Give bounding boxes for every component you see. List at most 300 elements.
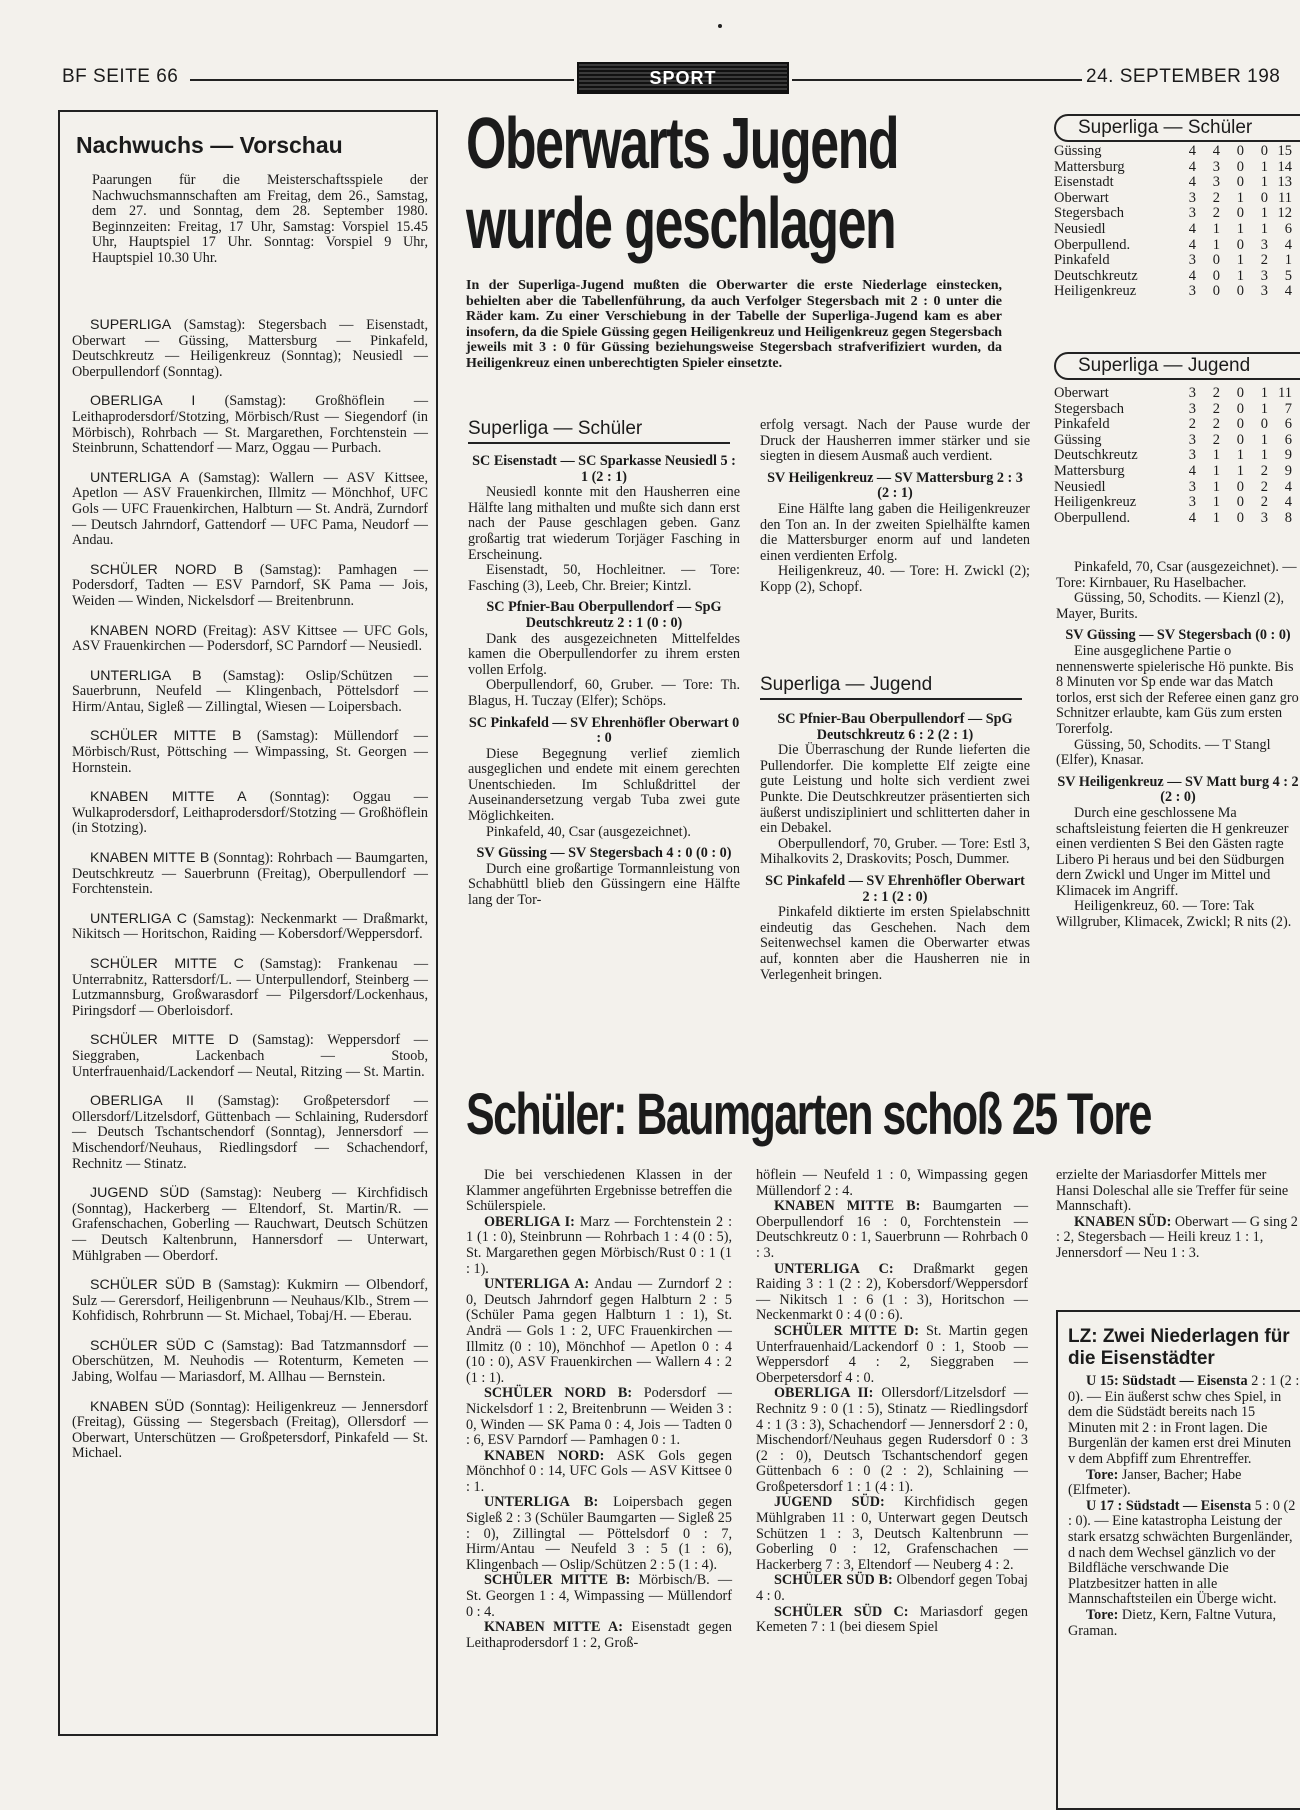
headline-line-2: wurde geschlagen	[466, 184, 896, 264]
standings-value: 0	[1260, 189, 1268, 206]
league-name: KNABEN SÜD	[90, 1398, 185, 1415]
standings-schueler-table	[1054, 144, 1292, 300]
standings-value: 4	[1188, 143, 1196, 159]
standings-value: 0	[1212, 267, 1220, 284]
result-paragraph	[756, 1262, 1028, 1324]
standings-value: 4	[1188, 462, 1196, 479]
result-text: Eisenstadt gegen Leithaprodersdorf 1 : 2, Groß-	[466, 1619, 732, 1651]
standings-value: 0	[1236, 494, 1244, 511]
report-paragraph: Pinkafeld, 70, Csar (ausgezeichnet). — Tore: Kirnbauer, Ru Haselbacher.	[1056, 560, 1297, 591]
standings-value: 1	[1236, 252, 1244, 269]
result-paragraph	[466, 1620, 732, 1651]
masthead-rule-left	[190, 79, 574, 81]
team-name: Stegersbach	[1054, 400, 1125, 417]
result-paragraph	[466, 1215, 732, 1277]
standings-row	[1054, 417, 1292, 433]
standings-row	[1054, 175, 1292, 191]
result-text: Andau — Zurndorf 2 : 0, Deutsch Jahrndorf gegen Halbturn 2 : 5 (Schüler Pama gegen Halbturn 1 : 1), St. Andrä — Gols 1 : 2, UFC Frauenkirchen — Illmitz (0 : 10), Mönchhof — Apetlon 0 : 4 (10 : 0), ASV Frauenkirchen — Wallern 4 : 2 (1 : 1).	[466, 1276, 733, 1386]
standings-value: 4	[1284, 283, 1292, 300]
result-paragraph	[466, 1386, 732, 1448]
standings-value: 2	[1260, 478, 1268, 495]
report-paragraph: Dank des ausgezeichneten Mittelfeldes kamen die Oberpullendorfer zu ihrem ersten vollen Erfolg.	[468, 630, 740, 678]
standings-value: 5	[1284, 267, 1292, 284]
league-fixtures: (Samstag): Müllendorf — Mörbisch/Rust, Pöttsching — Wimpassing, St. Georgen — Hornstein.	[72, 728, 428, 776]
right-column-text	[1056, 560, 1300, 1040]
team-name: Deutschkreutz	[1054, 267, 1138, 284]
result-paragraph	[466, 1449, 732, 1496]
report-paragraph: Durch eine geschlossene Ma schaftsleistung feierten die H genkreuzer einen verdienten S Bei den Gästen ragte Libero Pi heraus und bei den Südburgen dern Zwickl und Unger im Mittel und Klimacek im Angriff.	[1056, 804, 1289, 899]
standings-value: 1	[1260, 174, 1268, 191]
match-name: Südstadt — Eisensta	[1125, 1497, 1252, 1514]
report-paragraph: Die bei verschiedenen Klassen in der Klammer angeführten Ergebnisse betreffen die Schülerspiele.	[466, 1167, 732, 1215]
league-name: SCHÜLER MITTE D	[90, 1032, 239, 1049]
preview-title: Nachwuchs — Vorschau	[76, 132, 343, 158]
result-text: Mariasdorf gegen Kemeten 7 : 1 (bei diesem Spiel	[756, 1603, 1028, 1636]
issue-date: 24. SEPTEMBER 198	[1086, 66, 1281, 87]
league-name: JUGEND SÜD	[90, 1185, 190, 1202]
article-lead: In der Superliga-Jugend mußten die Oberwarter die erste Niederlage einstecken, behielten aber die Tabellenführung, da auch Verfolger Stegersbach mit 2 : 0 unter die Räder kam. Zu einer Verschiebung in der Tabelle der Superliga-Jugend kam es aber insofern, da die Spiele Güssing gegen Heiligenkreuz und Heiligenkreuz gegen Stegersbach jeweils mit 3 : 0 für Güssing beziehungsweise Stegersbach strafverifiziert wurden, da Heiligenkreuz einen unberechtigten Spieler einsetzte.	[466, 278, 1002, 371]
preview-intro	[92, 173, 428, 267]
standings-value: 1	[1260, 158, 1268, 175]
standings-value: 9	[1284, 462, 1292, 479]
result-paragraph	[1056, 1215, 1300, 1262]
page-label: BF SEITE 66	[62, 66, 179, 87]
standings-value: 2	[1212, 416, 1220, 433]
league-fixtures: (Samstag): Frankenau — Unterrabnitz, Rattersdorf/L. — Unterpullendorf, Steinberg — Lutzmannsburg, Großwarasdorf — Pilgersdorf/Lockenhaus, Piringsdorf — Oberloisdorf.	[72, 956, 429, 1019]
standings-row	[1054, 402, 1292, 418]
standings-value: 9	[1284, 447, 1292, 464]
result-text: Podersdorf — Nickelsdorf 1 : 2, Breitenbrunn — Weiden 3 : 0, Winden — SK Pama 0 : 4, Jois — Tadten 0 : 6, ESV Parndorf — Pamhagen 0 : 1.	[466, 1385, 732, 1449]
standings-value: 3	[1260, 509, 1268, 526]
standings-value: 11	[1278, 385, 1292, 401]
report-paragraph: Eine ausgeglichene Partie o nennenswerte spielerische Hö punkte. Bis 8 Minuten vor Sp ende war das Match torlos, erst sich der Referee einen ganz gro Schnitzer erlaubte, kam Güs zum ersten Torerfolg.	[1056, 642, 1299, 737]
standings-value: 4	[1188, 174, 1196, 191]
standings-value: 0	[1236, 478, 1244, 495]
standings-value: 0	[1212, 283, 1220, 300]
standings-value: 1	[1236, 220, 1244, 237]
league-preview	[72, 563, 428, 610]
report-paragraph: Pinkafeld, 40, Csar (ausgezeichnet).	[486, 823, 691, 840]
league-preview	[72, 471, 428, 549]
report-paragraph: Oberpullendorf, 70, Gruber. — Tore: Estl 3, Mihalkovits 2, Draskovits; Posch, Dummer.	[760, 835, 1030, 868]
standings-value: 1	[1236, 189, 1244, 206]
league-name: KNABEN MITTE A:	[484, 1619, 623, 1636]
league-name: OBERLIGA I	[90, 393, 196, 410]
team-name: Pinkafeld	[1054, 416, 1110, 433]
standings-value: 4	[1188, 509, 1196, 526]
standings-value: 2	[1212, 205, 1220, 222]
result-paragraph	[1068, 1499, 1300, 1608]
report-paragraph: Heiligenkreuz, 40. — Tore: H. Zwickl (2); Kopp (2), Schopf.	[760, 563, 1030, 595]
standings-value: 1	[1236, 267, 1244, 284]
league-name: KNABEN NORD:	[484, 1447, 605, 1464]
standings-row	[1054, 386, 1292, 402]
standings-row	[1054, 222, 1292, 238]
standings-value: 3	[1260, 267, 1268, 284]
standings-row	[1054, 269, 1292, 285]
article2-column-2	[756, 1168, 1028, 1636]
league-fixtures: (Sonntag): Rohrbach — Baumgarten, Deutschkreutz — Sauerbrunn (Freitag), Oberpullendorf — Forchtenstein.	[72, 850, 429, 898]
league-fixtures: (Samstag): Großpetersdorf — Ollersdorf/Litzelsdorf, Güttenbach — Schlaining, Rudersdorf — Deutsch Tschantschendorf (Sonntag), Jennersdorf — Mischendorf/Neuhaus, Riedlingsdorf — Schachendorf, Rechnitz — Stinatz.	[72, 1093, 428, 1172]
result-text: Marz — Forchtenstein 2 : 1 (1 : 0), Steinbrunn — Rohrbach 1 : 4 (0 : 5), St. Margarethen gegen Mörbisch/Rust 0 : 1 (1 : 1).	[466, 1213, 733, 1277]
league-preview	[72, 1186, 428, 1264]
standings-value: 3	[1188, 189, 1196, 206]
result-text: Oberwart — G sing 2 : 2, Stegersbach — Heili kreuz 1 : 1, Jennersdorf — Neu 1 : 3.	[1056, 1213, 1298, 1261]
result-text: 5 : 0 (2 : 0). — Eine katastropha Leistung der stark ersatzg schwächten Burgenländer, d nach dem Wechsel gänzlich vo der Bildfläche verschwande Die Platzbesitzer hatten in alle Mannschaftsteilen ein Überge wicht.	[1068, 1497, 1296, 1608]
league-name: SCHÜLER SÜD B:	[774, 1572, 893, 1589]
lz-title: LZ: Zwei Niederlagen für die Eisenstädter	[1068, 1326, 1290, 1369]
match-heading: SV Heiligenkreuz — SV Mattersburg 2 : 3 (2 : 1)	[767, 469, 1023, 502]
standings-value: 0	[1236, 385, 1244, 401]
result-text: 2 : 1 (2 : 0). — Ein äußerst schw ches Spiel, in dem die Südstädt bereits nach 15 Minuten mit 2 : in Front lagen. Die Burgenlän der kamen erst drei Minuten v dem Abpfiff zum Ehrentreffer.	[1068, 1374, 1300, 1467]
standings-value: 3	[1188, 283, 1196, 300]
league-name: KNABEN MITTE B	[90, 850, 210, 867]
league-name: KNABEN MITTE A	[90, 789, 247, 806]
standings-value: 0	[1236, 143, 1244, 159]
league-name: SUPERLIGA	[90, 317, 172, 333]
league-fixtures: (Samstag): Kukmirn — Olbendorf, Sulz — Gerersdorf, Heiligenbrunn — Neuhaus/Klb., Strem — Kohfidisch, Rohrbrunn — St. Michael, Tobaj/H. — Eberau.	[72, 1277, 428, 1325]
league-name: SCHÜLER MITTE C	[90, 956, 244, 972]
standings-value: 0	[1236, 174, 1244, 191]
result-text: Draßmarkt gegen Raiding 3 : 1 (2 : 2), Kobersdorf/Weppersdorf — Nikitsch 1 : 6 (1 : 3), Horitschon — Neckenmarkt 0 : 4 (0 : 6).	[756, 1260, 1028, 1324]
result-paragraph	[466, 1277, 732, 1386]
team-name: Oberpullend.	[1054, 236, 1131, 253]
standings-row	[1054, 144, 1292, 160]
league-preview	[72, 912, 428, 943]
standings-row	[1054, 284, 1292, 300]
standings-value: 2	[1260, 252, 1268, 269]
result-text: Baumgarten — Oberpullendorf 16 : 0, Forchtenstein — Deutschkreutz 0 : 1, Sauerbrunn — Rohrbach 0 : 3.	[756, 1198, 1029, 1261]
standings-row	[1054, 511, 1292, 527]
standings-value: 0	[1236, 283, 1244, 300]
league-fixtures: (Sonntag): Oggau — Wulkaprodersdorf, Leithaprodersdorf/Stotzing — Großhöflein (in Stotzing).	[72, 789, 428, 837]
standings-value: 4	[1188, 158, 1196, 175]
league-preview	[72, 957, 428, 1019]
standings-value: 2	[1212, 385, 1220, 401]
standings-value: 1	[1236, 447, 1244, 464]
standings-value: 3	[1188, 252, 1196, 269]
team-name: Mattersburg	[1054, 462, 1125, 479]
standings-value: 1	[1260, 385, 1268, 401]
team-name: Neusiedl	[1054, 478, 1106, 495]
standings-value: 0	[1260, 143, 1268, 159]
league-fixtures: (Samstag): Wallern — ASV Kittsee, Apetlon — ASV Frauenkirchen, Illmitz — Mönchhof, UFC Gols — UFC Frauenkirchen, Halbturn — St. Andrä, Zurndorf — Deutsch Jahrndorf, Gattendorf — UFC Pama, Neudorf — Andau.	[72, 469, 428, 549]
standings-value: 2	[1260, 494, 1268, 511]
league-name: U 17 :	[1086, 1497, 1123, 1514]
standings-row	[1054, 495, 1292, 511]
standings-value: 3	[1188, 385, 1196, 401]
result-paragraph	[756, 1199, 1028, 1261]
league-fixtures: (Samstag): Pamhagen — Podersdorf, Tadten — ESV Parndorf, SK Pama — Jois, Weiden — Winden, Nickelsdorf — Breitenbrunn.	[72, 561, 428, 609]
league-name: OBERLIGA II	[90, 1093, 194, 1110]
result-paragraph	[1068, 1374, 1300, 1468]
standings-value: 3	[1188, 478, 1196, 495]
team-name: Oberpullend.	[1054, 509, 1131, 526]
section-tag: SPORT	[577, 62, 789, 94]
standings-value: 8	[1284, 509, 1292, 526]
report-paragraph: erzielte der Mariasdorfer Mittels mer Hansi Doleschal alle sie Treffer für seine Mannschaft).	[1056, 1168, 1289, 1215]
result-paragraph	[756, 1495, 1028, 1573]
standings-value: 3	[1260, 236, 1268, 253]
result-paragraph	[756, 1605, 1028, 1636]
report-paragraph: Eisenstadt, 50, Hochleitner. — Tore: Fasching (3), Leeb, Chr. Breier; Kintzl.	[468, 562, 740, 594]
standings-row	[1054, 191, 1292, 207]
standings-value: 0	[1236, 205, 1244, 222]
standings-value: 2	[1212, 431, 1220, 448]
standings-row	[1054, 433, 1292, 449]
article1-column-2	[760, 706, 1030, 983]
preview-leagues	[72, 318, 428, 1476]
standings-value: 0	[1260, 416, 1268, 433]
standings-value: 3	[1188, 205, 1196, 222]
result-paragraph	[466, 1573, 732, 1620]
standings-value: 0	[1236, 509, 1244, 526]
match-heading: SC Eisenstadt — SC Sparkasse Neusiedl 5 : 1 (2 : 1)	[472, 453, 736, 485]
league-name: SCHÜLER MITTE B	[90, 728, 242, 745]
team-name: Deutschkreutz	[1054, 447, 1138, 464]
match-heading: SC Pinkafeld — SV Ehrenhöfler Oberwart 0 : 0	[468, 714, 740, 747]
report-paragraph: erfolg versagt. Nach der Pause wurde der Druck der Hausherren immer stärker und sie siegten in diesem Ausmaß auch verdient.	[760, 417, 1030, 465]
league-name: SCHÜLER SÜD C	[90, 1337, 215, 1354]
league-name: SCHÜLER SÜD C:	[774, 1603, 909, 1620]
report-paragraph: Pinkafeld diktierte im ersten Spielabschnitt eindeutig das Geschehen. Nach dem Seitenwechsel kamen die Oberwarter etwas auf, konnten aber die Hausherren nie in Verlegenheit bringen.	[760, 904, 1030, 983]
league-preview	[72, 1033, 428, 1080]
team-name: Güssing	[1054, 143, 1102, 159]
standings-value: 1	[1284, 252, 1292, 269]
lz-text	[1068, 1374, 1300, 1794]
league-name: Tore:	[1086, 1606, 1119, 1623]
result-text: St. Martin gegen Unterfrauenhaid/Lackendorf 0 : 1, Stoob — Weppersdorf 4 : 2, Sieggraben — Oberpetersdorf 4 : 0.	[756, 1322, 1028, 1386]
team-name: Güssing	[1054, 431, 1102, 448]
article1-column-1	[468, 448, 740, 909]
team-name: Stegersbach	[1054, 205, 1125, 222]
standings-value: 4	[1188, 220, 1196, 237]
standings-value: 1	[1260, 220, 1268, 237]
headline-line-1: Oberwarts Jugend	[466, 104, 899, 184]
result-paragraph	[1068, 1608, 1300, 1639]
league-preview	[72, 1094, 428, 1172]
team-name: Mattersburg	[1054, 158, 1125, 175]
standings-value: 1	[1260, 205, 1268, 222]
standings-value: 1	[1212, 462, 1220, 479]
standings-value: 13	[1277, 174, 1292, 191]
standings-value: 1	[1212, 447, 1220, 464]
standings-jugend-table	[1054, 386, 1292, 526]
standings-value: 3	[1188, 431, 1196, 448]
standings-value: 2	[1260, 462, 1268, 479]
standings-value: 0	[1236, 236, 1244, 253]
league-name: OBERLIGA II:	[774, 1385, 874, 1402]
league-fixtures: (Samstag): Weppersdorf — Sieggraben, Lackenbach — Stoob, Unterfrauenhaid/Lackendorf — Neutal, Ritzing — St. Martin.	[72, 1032, 428, 1080]
league-name: SCHÜLER MITTE D:	[774, 1322, 919, 1339]
league-name: U 15:	[1086, 1374, 1119, 1389]
standings-value: 3	[1188, 400, 1196, 417]
standings-value: 3	[1212, 174, 1220, 191]
league-preview	[72, 729, 428, 776]
league-preview	[72, 1339, 428, 1386]
league-fixtures: (Samstag): Neckenmarkt — Draßmarkt, Nikitsch — Horitschon, Raiding — Kobersdorf/Weppersdorf.	[72, 910, 429, 943]
standings-value: 15	[1277, 143, 1292, 159]
standings-value: 2	[1212, 400, 1220, 417]
league-name: SCHÜLER MITTE B:	[484, 1572, 631, 1589]
result-text: Olbendorf gegen Tobaj 4 : 0.	[756, 1572, 1029, 1605]
team-name: Eisenstadt	[1054, 174, 1114, 191]
standings-value: 4	[1284, 494, 1292, 511]
match-heading: SC Pinkafeld — SV Ehrenhöfler Oberwart 2 : 1 (2 : 0)	[765, 872, 1025, 905]
standings-value: 6	[1284, 431, 1292, 448]
report-paragraph: Güssing, 50, Schodits. — T Stangl (Elfer), Knasar.	[1056, 736, 1271, 769]
standings-value: 3	[1188, 447, 1196, 464]
team-name: Heiligenkreuz	[1054, 494, 1137, 511]
standings-schueler	[1054, 114, 1300, 324]
team-name: Oberwart	[1054, 385, 1109, 401]
standings-value: 12	[1277, 205, 1292, 222]
report-paragraph: Durch eine großartige Tormannleistung von Schabhüttl blieb den Güssingern eine Hälfte lang der Tor-	[468, 860, 740, 909]
match-heading: SV Güssing — SV Stegersbach (0 : 0)	[1065, 627, 1291, 644]
result-paragraph	[466, 1495, 732, 1573]
standings-value: 0	[1236, 158, 1244, 175]
report-paragraph: höflein — Neufeld 1 : 0, Wimpassing gegen Müllendorf 2 : 4.	[756, 1167, 1028, 1199]
match-heading: SV Heiligenkreuz — SV Matt burg 4 : 2 (2 : 0)	[1057, 773, 1299, 806]
league-fixtures: (Samstag): Oslip/Schützen — Sauerbrunn, Neufeld — Klingenbach, Pöttelsdorf — Hirm/Antau, Sigleß — Zillingtal, Wiesen — Loipersbach.	[72, 667, 428, 715]
article2-column-1	[466, 1168, 732, 1651]
result-text: Mörbisch/B. — St. Georgen 1 : 4, Wimpassing — Müllendorf 0 : 4.	[466, 1572, 733, 1620]
league-name: UNTERLIGA B	[90, 667, 202, 684]
article2-column-3	[1056, 1168, 1300, 1288]
standings-value: 7	[1284, 400, 1292, 417]
standings-value: 11	[1278, 189, 1292, 206]
result-paragraph	[756, 1324, 1028, 1386]
standings-value: 1	[1212, 478, 1220, 495]
match-heading: SV Güssing — SV Stegersbach 4 : 0 (0 : 0)	[476, 845, 732, 862]
league-fixtures: (Samstag): Neuberg — Kirchfidisch (Sonntag), Hackerberg — Eltendorf, St. Martin/R. — Grafenschachen, Goberling — Rauchwart, Deutsch Schützen — Deutsch Kaltenbrunn, Hannersdorf — Unterwart, Mühlgraben — Oberdorf.	[72, 1185, 428, 1264]
standings-value: 0	[1236, 431, 1244, 448]
league-fixtures: (Samstag): Bad Tatzmannsdorf — Oberschützen, M. Neuhodis — Rotenturm, Kemeten — Jabing, Wolfau — Mariasdorf, M. Allhau — Bernstein.	[72, 1337, 428, 1386]
standings-value: 4	[1188, 236, 1196, 253]
standings-value: 6	[1284, 220, 1292, 237]
standings-value: 4	[1212, 143, 1220, 159]
standings-value: 3	[1188, 494, 1196, 511]
league-name: Tore:	[1086, 1466, 1119, 1483]
league-name: SCHÜLER NORD B	[90, 561, 244, 578]
team-name: Oberwart	[1054, 189, 1109, 206]
section-heading-schueler: Superliga — Schüler	[468, 418, 730, 444]
standings-value: 0	[1236, 400, 1244, 417]
standings-value: 1	[1236, 462, 1244, 479]
league-preview	[72, 624, 428, 655]
report-paragraph: Güssing, 50, Schodits. — Kienzl (2), Mayer, Burits.	[1056, 590, 1285, 622]
result-text: Janser, Bacher; Habe (Elfmeter).	[1068, 1466, 1242, 1499]
league-name: KNABEN SÜD:	[1074, 1213, 1172, 1230]
standings-value: 1	[1260, 447, 1268, 464]
standings-value: 2	[1188, 416, 1196, 433]
league-fixtures: (Freitag): ASV Kittsee — UFC Gols, ASV Frauenkirchen — Podersdorf, SC Parndorf — Neusiedl.	[72, 622, 429, 655]
league-name: UNTERLIGA A	[90, 469, 190, 486]
standings-row	[1054, 480, 1292, 496]
masthead-rule-right	[792, 79, 1082, 81]
league-name: UNTERLIGA B:	[484, 1494, 599, 1511]
league-preview	[72, 318, 428, 380]
standings-row	[1054, 448, 1292, 464]
standings-value: 0	[1236, 416, 1244, 433]
league-name: JUGEND SÜD:	[774, 1494, 885, 1511]
league-preview	[72, 1400, 428, 1462]
standings-jugend	[1054, 352, 1300, 546]
league-preview	[72, 851, 428, 898]
league-fixtures: (Samstag): Großhöflein — Leithaprodersdorf/Stotzing, Mörbisch/Rust — Siegendorf (in Mörbisch), Rohrbach — St. Margarethen, Forchtenstein — Steinbrunn, Schattendorf — Marz, Oggau — Purbach.	[72, 393, 429, 457]
result-text: Loipersbach gegen Sigleß 2 : 3 (Schüler Baumgarten — Sigleß 25 : 0), Zillingtal — Pöttelsdorf 0 : 7, Hirm/Antau — Neufeld 3 : 5 (1 : 6), Klingenbach — Oslip/Schützen 2 : 5 (1 : 4).	[466, 1494, 732, 1573]
standings-value: 4	[1188, 267, 1196, 284]
league-name: KNABEN NORD	[90, 622, 197, 639]
report-paragraph: Diese Begegnung verlief ziemlich ausgeglichen und endete mit einem gerechten Unentschieden. Im Schlußdrittel der Auseinandersetzung vergab Tuba zwei gute Möglichkeiten.	[468, 745, 740, 825]
league-preview	[72, 790, 428, 837]
standings-value: 1	[1260, 431, 1268, 448]
standings-value: 3	[1260, 283, 1268, 300]
preview-intro-text: Paarungen für die Meisterschaftsspiele der Nachwuchsmannschaften am Freitag, dem 26., Samstag, dem 27. und Sonntag, dem 28. September 1980. Beginnzeiten: Freitag, 17 Uhr, Samstag: Vorspiel 15.45 Uhr, Hauptspiel 17 Uhr. Sonntag: Vorspiel 9 Uhr, Hauptspiel 10.30 Uhr.	[92, 172, 428, 266]
report-paragraph: Neusiedl konnte mit den Hausherren eine Hälfte lang mithalten und mußte sich dann erst nach der Pause geschlagen geben. Ganz großartig trat wiederum Torjäger Fasching in Erscheinung.	[468, 484, 740, 563]
report-paragraph: Oberpullendorf, 60, Gruber. — Tore: Th. Blagus, H. Tuczay (Elfer); Schöps.	[468, 677, 740, 709]
report-paragraph: Die Überraschung der Runde lieferten die Pullendorfer. Die komplette Elf zeigte eine gute Leistung und holte sich verdient zwei Punkte. Die Deutschkreutzer präsentierten sich äußerst undiszipliniert und schlitterten daher in ein Debakel.	[760, 742, 1030, 837]
standings-value: 6	[1284, 416, 1292, 433]
print-dot	[718, 24, 722, 28]
standings-value: 1	[1212, 494, 1220, 511]
result-text: Dietz, Kern, Faltne Vutura, Graman.	[1068, 1606, 1276, 1639]
team-name: Neusiedl	[1054, 220, 1106, 237]
result-paragraph	[1068, 1468, 1300, 1499]
result-text: Ollersdorf/Litzelsdorf — Rechnitz 9 : 0 (1 : 5), Stinatz — Riedlingsdorf 4 : 1 (3 : 3), Schachendorf — Jennersdorf 2 : 0, Mischendorf/Neuhaus gegen Rudersdorf 0 : 3 (2 : 0), Deutsch Tschantschendorf gegen Güttenbach 6 : 0 (2 : 2), Schlaining — Großpetersdorf 1 : 1 (4 : 1).	[756, 1385, 1028, 1495]
result-paragraph	[756, 1573, 1028, 1604]
league-name: SCHÜLER NORD B:	[484, 1385, 633, 1402]
standings-jugend-title: Superliga — Jugend	[1054, 352, 1300, 380]
standings-value: 3	[1212, 158, 1220, 175]
league-name: SCHÜLER SÜD B	[90, 1277, 212, 1294]
standings-schueler-title: Superliga — Schüler	[1054, 114, 1300, 142]
standings-value: 1	[1212, 236, 1220, 253]
league-name: UNTERLIGA C	[90, 910, 188, 927]
section-heading-jugend: Superliga — Jugend	[760, 674, 1022, 700]
league-preview	[72, 669, 428, 716]
report-paragraph: Heiligenkreuz, 60. — Tore: Tak Willgruber, Klimacek, Zwickl; R nits (2).	[1056, 898, 1292, 931]
standings-value: 14	[1277, 158, 1292, 175]
standings-row	[1054, 253, 1292, 269]
match-heading: SC Pfnier-Bau Oberpullendorf — SpG Deutschkreutz 6 : 2 (2 : 1)	[777, 711, 1013, 743]
league-name: UNTERLIGA A:	[484, 1276, 590, 1293]
article1-column-2-top	[760, 418, 1030, 596]
match-heading: SC Pfnier-Bau Oberpullendorf — SpG Deutschkreutz 2 : 1 (0 : 0)	[486, 599, 722, 631]
league-name: OBERLIGA I:	[484, 1213, 575, 1230]
standings-value: 1	[1212, 509, 1220, 526]
team-name: Pinkafeld	[1054, 252, 1110, 269]
report-paragraph: Eine Hälfte lang gaben die Heiligenkreuzer den Ton an. In der zweiten Spielhälfte kamen die Mattersburger enorm auf und landeten einen verdienten Erfolg.	[760, 500, 1030, 564]
league-name: KNABEN MITTE B:	[774, 1198, 921, 1215]
standings-row	[1054, 206, 1292, 222]
league-preview	[72, 394, 428, 456]
headline-article-2: Schüler: Baumgarten schoß 25 Tore	[466, 1082, 1151, 1147]
league-preview	[72, 1278, 428, 1325]
team-name: Heiligenkreuz	[1054, 283, 1137, 300]
league-fixtures: (Sonntag): Heiligenkreuz — Jennersdorf (Freitag), Güssing — Stegersbach (Freitag), Ollersdorf — Oberwart, Unterschützen — Großpetersdorf, Pinkafeld — St. Michael.	[72, 1398, 428, 1462]
standings-row	[1054, 160, 1292, 176]
result-text: Kirchfidisch gegen Mühlgraben 11 : 0, Unterwart gegen Deutsch Schützen 1 : 3, Deutsch Kaltenbrunn — Goberling 0 : 12, Grafenschachen — Hackerberg 7 : 3, Eltendorf — Neuberg 4 : 2.	[756, 1494, 1029, 1573]
result-paragraph	[756, 1386, 1028, 1495]
standings-value: 4	[1284, 236, 1292, 253]
standings-row	[1054, 238, 1292, 254]
standings-value: 2	[1212, 189, 1220, 206]
league-name: UNTERLIGA C:	[774, 1260, 894, 1277]
standings-value: 4	[1284, 478, 1292, 495]
result-text: ASK Gols gegen Mönchhof 0 : 14, UFC Gols — ASV Kittsee 0 : 1.	[466, 1447, 733, 1495]
match-name: Südstadt — Eisensta	[1122, 1374, 1248, 1389]
